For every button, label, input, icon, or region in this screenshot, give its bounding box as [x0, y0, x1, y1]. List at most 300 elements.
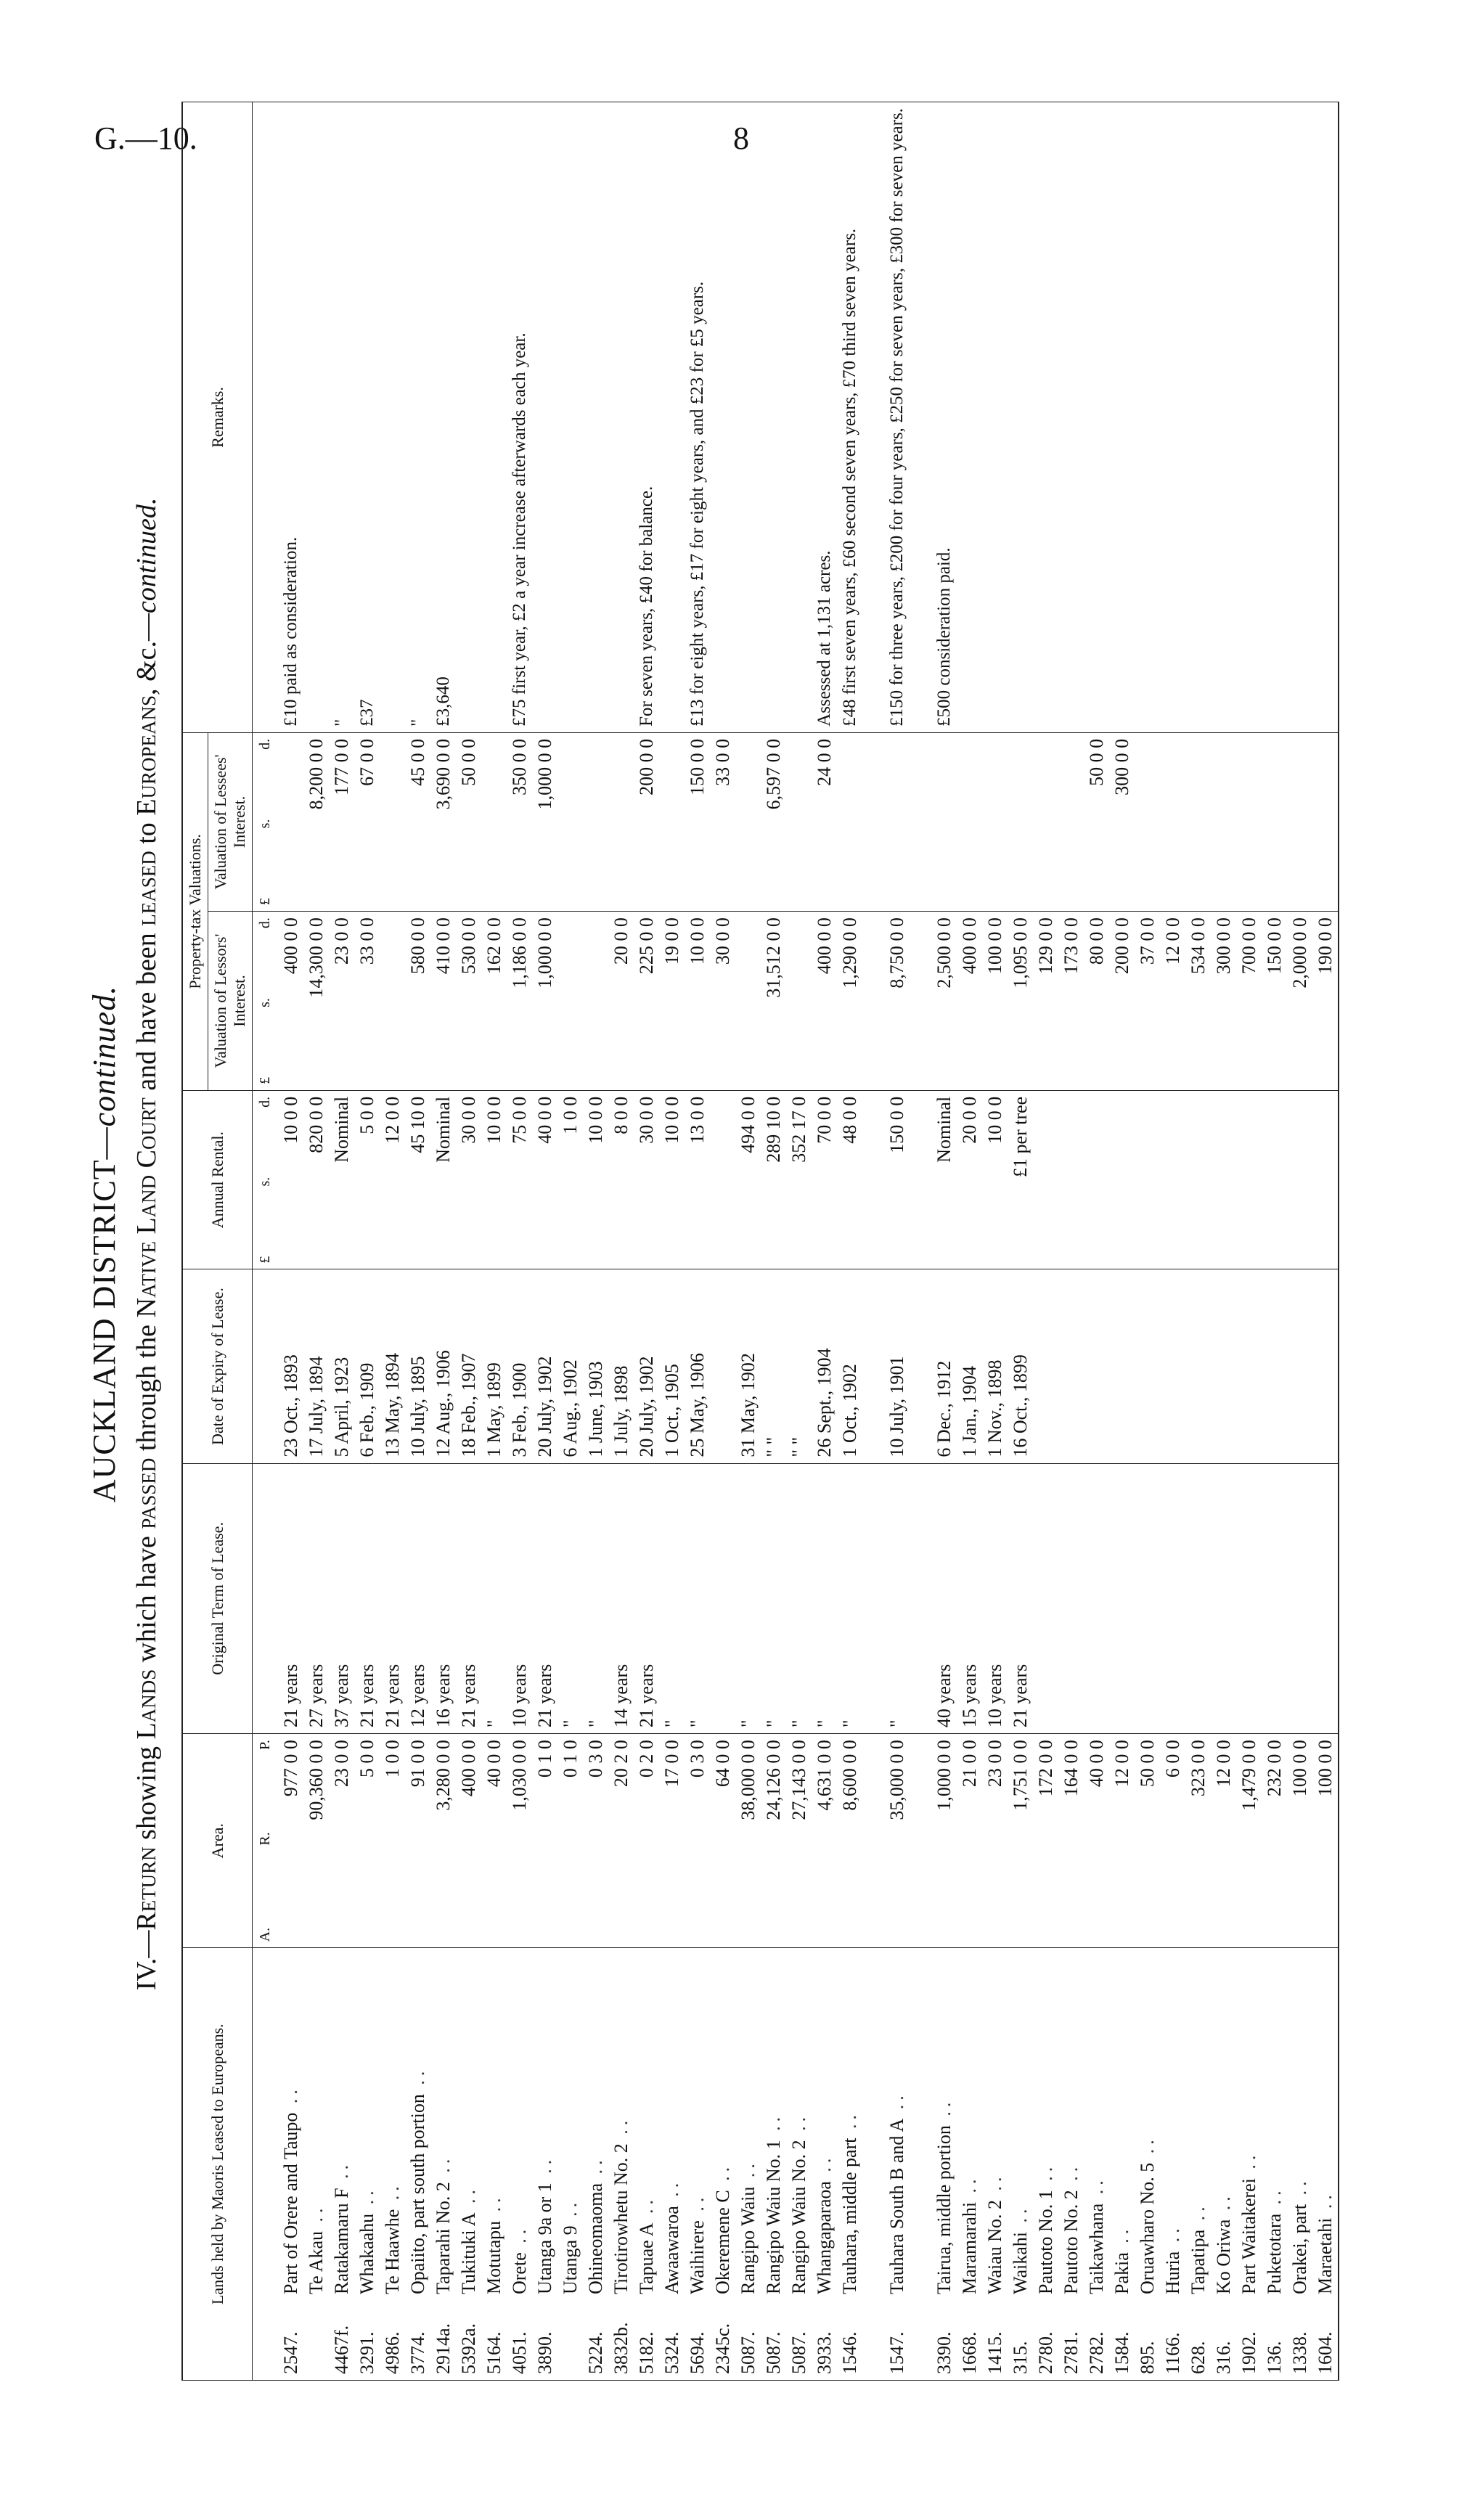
unit-pounds: £ — [257, 1256, 273, 1264]
land-cell — [1058, 1948, 1084, 2381]
land-cell — [583, 1948, 608, 2381]
lease-number: 1338. — [1289, 2331, 1310, 2374]
remarks-cell — [1135, 102, 1160, 733]
expiry-cell: 6 Feb., 1909 — [354, 1269, 380, 1463]
lessees-valuation-cell — [1312, 732, 1339, 911]
land-name: Pautoto No. 2 — [1061, 2190, 1082, 2294]
term-cell — [1033, 1463, 1058, 1733]
lessors-valuation-cell — [557, 912, 583, 1091]
land-name: Awaawaroa — [661, 2206, 682, 2294]
area-cell: 0 1 0 — [557, 1734, 583, 1948]
term-cell — [710, 1463, 735, 1733]
area-cell: 6 0 0 — [1160, 1734, 1185, 1948]
land-name: Tauhara South B and A — [886, 2118, 907, 2294]
remarks-cell: £48 first seven years, £60 second seven years, £70 third seven years. — [837, 102, 862, 733]
lease-number: 5087. — [763, 2331, 784, 2374]
expiry-cell — [1033, 1269, 1058, 1463]
lessors-valuation-cell: 400 0 0 — [812, 912, 837, 1091]
leader-dots: .. — [788, 2112, 809, 2140]
expiry-cell — [710, 1269, 735, 1463]
lessees-valuation-cell — [1160, 732, 1185, 911]
table-row — [1084, 102, 1109, 2381]
table-row — [1033, 102, 1058, 2381]
expiry-cell — [1211, 1269, 1236, 1463]
rental-cell: 12 0 0 — [380, 1090, 405, 1269]
remarks-cell — [735, 102, 761, 733]
leader-dots: .. — [1289, 2177, 1310, 2204]
rental-cell: £1 per tree — [1008, 1090, 1033, 1269]
leader-dots: .. — [959, 2175, 980, 2202]
leader-dots: .. — [458, 2185, 479, 2213]
land-name: Tirotirowhetu No. 2 — [610, 2143, 632, 2294]
term-cell: 21 years — [354, 1463, 380, 1733]
area-cell: 323 0 0 — [1185, 1734, 1211, 1948]
area-cell: 40 0 0 — [481, 1734, 507, 1948]
leader-dots: .. — [356, 2186, 377, 2214]
table-row — [957, 102, 982, 2381]
area-cell: 0 3 0 — [685, 1734, 710, 1948]
remarks-cell — [1262, 102, 1287, 733]
land-cell — [812, 1948, 837, 2381]
leader-dots: .. — [1035, 2162, 1056, 2190]
lease-number: 3933. — [814, 2331, 835, 2374]
area-cell: 12 0 0 — [1211, 1734, 1236, 1948]
area-cell: 23 0 0 — [329, 1734, 354, 1948]
expiry-cell: 10 July, 1895 — [405, 1269, 430, 1463]
expiry-cell: 16 Oct., 1899 — [1008, 1269, 1033, 1463]
term-cell: 37 years — [329, 1463, 354, 1733]
leader-dots: .. — [1086, 2176, 1107, 2204]
land-name: Opaiito, part south portion — [407, 2094, 428, 2294]
term-cell: " — [837, 1463, 862, 1733]
leader-dots: .. — [509, 2225, 530, 2253]
area-cell: 400 0 0 — [456, 1734, 481, 1948]
land-cell — [608, 1948, 634, 2381]
lessors-valuation-cell: 30 0 0 — [710, 912, 735, 1091]
lessors-valuation-cell: 80 0 0 — [1084, 912, 1109, 1091]
table-row — [329, 102, 354, 2381]
term-cell: 21 years — [278, 1463, 303, 1733]
rental-cell — [1312, 1090, 1339, 1269]
expiry-cell: 1 Oct., 1905 — [659, 1269, 685, 1463]
remarks-cell — [608, 102, 634, 733]
term-cell — [1135, 1463, 1160, 1733]
lease-number: 4986. — [382, 2331, 403, 2374]
unit-pence: d. — [257, 1096, 273, 1108]
leader-dots: .. — [1010, 2204, 1031, 2232]
remarks-cell — [1287, 102, 1312, 733]
land-name: Waikahi — [1010, 2232, 1031, 2294]
land-name: Te Haawhe — [382, 2209, 403, 2294]
leader-dots: .. — [1213, 2192, 1234, 2220]
lease-number: 3890. — [534, 2331, 555, 2374]
lessees-valuation-cell — [735, 732, 761, 911]
term-cell: 40 years — [931, 1463, 957, 1733]
land-cell — [1160, 1948, 1185, 2381]
rental-cell: 150 0 0 — [884, 1090, 910, 1269]
col-header-remarks: Remarks. — [182, 102, 253, 733]
leader-dots: .. — [306, 2204, 327, 2231]
lessees-valuation-cell: 50 0 0 — [456, 732, 481, 911]
area-cell: 40 0 0 — [1084, 1734, 1109, 1948]
remarks-cell — [761, 102, 786, 733]
term-cell — [1236, 1463, 1262, 1733]
land-name: Motutapu — [483, 2220, 504, 2294]
lessors-valuation-cell: 173 0 0 — [1058, 912, 1084, 1091]
expiry-cell: 6 Dec., 1912 — [931, 1269, 957, 1463]
lessors-valuation-cell — [583, 912, 608, 1091]
rental-cell — [1033, 1090, 1058, 1269]
table-row — [931, 102, 957, 2381]
table-row — [659, 102, 685, 2381]
area-cell: 23 0 0 — [982, 1734, 1008, 1948]
lessors-valuation-cell: 300 0 0 — [1211, 912, 1236, 1091]
area-cell: 164 0 0 — [1058, 1734, 1084, 1948]
land-cell — [430, 1948, 456, 2381]
unit-pounds: £ — [257, 1076, 273, 1084]
rental-cell: 289 10 0 — [761, 1090, 786, 1269]
remarks-cell — [380, 102, 405, 733]
lease-number: 3832b. — [610, 2322, 632, 2374]
expiry-cell: 3 Feb., 1900 — [507, 1269, 532, 1463]
land-cell — [278, 1948, 303, 2381]
area-cell: 5 0 0 — [354, 1734, 380, 1948]
rental-cell — [1160, 1090, 1185, 1269]
lease-number: 2782. — [1086, 2331, 1107, 2374]
lease-number: 1668. — [959, 2331, 980, 2374]
table-row — [1135, 102, 1160, 2381]
area-cell: 1,479 0 0 — [1236, 1734, 1262, 1948]
table-row — [735, 102, 761, 2381]
land-name: Puketotara — [1264, 2213, 1285, 2294]
col-header-lessees: Valuation of Lessees' Interest. — [208, 732, 253, 911]
leader-dots: .. — [585, 2156, 606, 2183]
expiry-cell: 1 June, 1903 — [583, 1269, 608, 1463]
term-cell — [1058, 1463, 1084, 1733]
remarks-cell — [303, 102, 329, 733]
leader-dots: .. — [483, 2193, 504, 2221]
land-cell — [456, 1948, 481, 2381]
lessors-valuation-cell: 20 0 0 — [608, 912, 634, 1091]
land-name: Orakei, part — [1289, 2204, 1310, 2294]
land-cell — [837, 1948, 862, 2381]
lessees-valuation-cell — [278, 732, 303, 911]
expiry-cell: 23 Oct., 1893 — [278, 1269, 303, 1463]
table-row — [303, 102, 329, 2381]
expiry-cell: 13 May, 1894 — [380, 1269, 405, 1463]
table-row — [1109, 102, 1135, 2381]
table-row — [884, 102, 910, 2381]
land-name: Tauhara, middle part — [839, 2138, 860, 2294]
lessees-valuation-cell — [931, 732, 957, 911]
lease-number: 2547. — [280, 2331, 301, 2374]
rental-cell: 30 0 0 — [634, 1090, 659, 1269]
land-cell — [1084, 1948, 1109, 2381]
lessors-valuation-cell: 1,290 0 0 — [837, 912, 862, 1091]
rental-cell: 5 0 0 — [354, 1090, 380, 1269]
expiry-cell: " " — [761, 1269, 786, 1463]
lessors-valuation-cell: 31,512 0 0 — [761, 912, 786, 1091]
land-name: Part of Orere and Taupo — [280, 2112, 301, 2294]
remarks-cell — [786, 102, 812, 733]
land-cell — [786, 1948, 812, 2381]
rental-cell: 820 0 0 — [303, 1090, 329, 1269]
unit-shillings: s. — [257, 998, 273, 1007]
land-cell — [1287, 1948, 1312, 2381]
land-cell — [507, 1948, 532, 2381]
lessees-valuation-cell: 150 0 0 — [685, 732, 710, 911]
rental-cell: 48 0 0 — [837, 1090, 862, 1269]
leader-dots: .. — [1188, 2202, 1209, 2230]
leader-dots: .. — [534, 2155, 555, 2183]
lessors-valuation-cell: 150 0 0 — [1262, 912, 1287, 1091]
rental-cell: 10 0 0 — [982, 1090, 1008, 1269]
area-cell: 3,280 0 0 — [430, 1734, 456, 1948]
area-cell: 1,000 0 0 — [931, 1734, 957, 1948]
land-name: Whangaparaoa — [814, 2181, 835, 2294]
expiry-cell: 17 July, 1894 — [303, 1269, 329, 1463]
lessors-valuation-cell: 580 0 0 — [405, 912, 430, 1091]
lessors-valuation-cell: 19 0 0 — [659, 912, 685, 1091]
lessors-valuation-cell: 700 0 0 — [1236, 912, 1262, 1091]
land-cell — [710, 1948, 735, 2381]
table-row — [481, 102, 507, 2381]
table-row — [1160, 102, 1185, 2381]
land-cell — [659, 1948, 685, 2381]
term-cell: 14 years — [608, 1463, 634, 1733]
group-spacer — [862, 102, 884, 2381]
term-cell: " — [884, 1463, 910, 1733]
lessors-valuation-cell — [786, 912, 812, 1091]
term-cell — [1084, 1463, 1109, 1733]
lessees-valuation-cell: 200 0 0 — [634, 732, 659, 911]
unit-shillings: s. — [257, 819, 273, 829]
land-cell — [1185, 1948, 1211, 2381]
table-row — [1287, 102, 1312, 2381]
lessors-valuation-cell: 8,750 0 0 — [884, 912, 910, 1091]
term-cell: " — [583, 1463, 608, 1733]
lessees-valuation-cell — [1185, 732, 1211, 911]
term-cell: " — [481, 1463, 507, 1733]
leader-dots: .. — [1111, 2225, 1132, 2253]
table-row — [532, 102, 557, 2381]
lessees-valuation-cell — [1236, 732, 1262, 911]
remarks-cell: Assessed at 1,131 acres. — [812, 102, 837, 733]
remarks-cell — [1109, 102, 1135, 733]
area-cell: 27,143 0 0 — [786, 1734, 812, 1948]
lessors-valuation-cell: 2,500 0 0 — [931, 912, 957, 1091]
unit-roods: R. — [257, 1832, 273, 1846]
expiry-cell — [1109, 1269, 1135, 1463]
land-name: Tapatipa — [1188, 2229, 1209, 2294]
lessees-valuation-cell — [583, 732, 608, 911]
lease-number: 5224. — [585, 2331, 606, 2374]
land-cell — [1211, 1948, 1236, 2381]
lessors-valuation-cell: 400 0 0 — [957, 912, 982, 1091]
lease-number: 4467f. — [331, 2325, 352, 2374]
land-name: Te Akau — [306, 2231, 327, 2294]
area-cell: 50 0 0 — [1135, 1734, 1160, 1948]
table-row — [557, 102, 583, 2381]
unit-pounds: £ — [257, 898, 273, 906]
lessees-valuation-cell: 50 0 0 — [1084, 732, 1109, 911]
land-cell — [685, 1948, 710, 2381]
lessors-valuation-cell: 1,095 0 0 — [1008, 912, 1033, 1091]
remarks-cell — [456, 102, 481, 733]
lessees-valuation-cell: 3,690 0 0 — [430, 732, 456, 911]
land-cell — [557, 1948, 583, 2381]
term-cell — [1262, 1463, 1287, 1733]
lease-number: 1546. — [839, 2331, 860, 2374]
lease-number: 5182. — [636, 2331, 657, 2374]
land-name: Pakia — [1111, 2252, 1132, 2294]
table-row — [710, 102, 735, 2381]
land-name: Orete — [509, 2252, 530, 2294]
lease-number: 1166. — [1162, 2332, 1183, 2374]
leader-dots: .. — [1162, 2224, 1183, 2251]
land-name: Tukituki A — [458, 2212, 479, 2294]
lessees-valuation-cell: 6,597 0 0 — [761, 732, 786, 911]
rental-cell — [1211, 1090, 1236, 1269]
lessors-valuation-cell: 10 0 0 — [685, 912, 710, 1091]
expiry-cell — [1312, 1269, 1339, 1463]
leader-dots: .. — [610, 2116, 632, 2144]
unit-pence: d. — [257, 738, 273, 750]
lessors-valuation-cell: 2,000 0 0 — [1287, 912, 1312, 1091]
expiry-cell: 5 April, 1923 — [329, 1269, 354, 1463]
lease-number: 5087. — [788, 2331, 809, 2374]
table-row — [685, 102, 710, 2381]
term-cell: 21 years — [380, 1463, 405, 1733]
rental-cell — [1185, 1090, 1211, 1269]
land-cell — [1109, 1948, 1135, 2381]
area-cell: 21 0 0 — [957, 1734, 982, 1948]
remarks-cell — [532, 102, 557, 733]
remarks-cell: £500 consideration paid. — [931, 102, 957, 733]
area-cell: 20 2 0 — [608, 1734, 634, 1948]
lessors-valuation-cell: 400 0 0 — [278, 912, 303, 1091]
leader-dots: .. — [839, 2111, 860, 2138]
term-cell: 21 years — [634, 1463, 659, 1733]
rental-cell: Nominal — [329, 1090, 354, 1269]
area-cell: 100 0 0 — [1312, 1734, 1339, 1948]
area-cell: 1,030 0 0 — [507, 1734, 532, 1948]
table-row — [507, 102, 532, 2381]
leader-dots: .. — [763, 2112, 784, 2140]
leader-dots: .. — [886, 2091, 907, 2119]
rental-cell — [1236, 1090, 1262, 1269]
lessors-valuation-cell: 534 0 0 — [1185, 912, 1211, 1091]
table-row — [405, 102, 430, 2381]
land-cell — [405, 1948, 430, 2381]
land-cell — [931, 1948, 957, 2381]
leader-dots: .. — [712, 2162, 733, 2190]
remarks-cell: For seven years, £40 for balance. — [634, 102, 659, 733]
term-cell — [1109, 1463, 1135, 1733]
land-name: Ohineomaoma — [585, 2182, 606, 2294]
lease-number: 5694. — [687, 2331, 708, 2374]
term-cell: " — [735, 1463, 761, 1733]
expiry-cell: 26 Sept., 1904 — [812, 1269, 837, 1463]
expiry-cell: 18 Feb., 1907 — [456, 1269, 481, 1463]
unit-shillings: s. — [257, 1177, 273, 1187]
table-row — [1236, 102, 1262, 2381]
rental-cell: Nominal — [430, 1090, 456, 1269]
rental-cell: 10 0 0 — [278, 1090, 303, 1269]
area-cell: 90,360 0 0 — [303, 1734, 329, 1948]
lessees-valuation-cell — [557, 732, 583, 911]
land-name: Waihirere — [687, 2220, 708, 2294]
table-row — [456, 102, 481, 2381]
col-header-rental: Annual Rental. — [182, 1090, 253, 1269]
remarks-cell — [557, 102, 583, 733]
lessees-valuation-cell — [608, 732, 634, 911]
expiry-cell: 1 July, 1898 — [608, 1269, 634, 1463]
term-cell: 27 years — [303, 1463, 329, 1733]
expiry-cell: 25 May, 1906 — [685, 1269, 710, 1463]
remarks-cell — [1160, 102, 1185, 733]
expiry-cell — [1058, 1269, 1084, 1463]
lease-number: 2345c. — [712, 2323, 733, 2374]
land-cell — [884, 1948, 910, 2381]
term-cell — [1185, 1463, 1211, 1733]
remarks-cell: " — [329, 102, 354, 733]
lessees-valuation-cell — [786, 732, 812, 911]
expiry-cell — [1236, 1269, 1262, 1463]
term-cell: " — [786, 1463, 812, 1733]
expiry-cell: 10 July, 1901 — [884, 1269, 910, 1463]
rental-cell: 8 0 0 — [608, 1090, 634, 1269]
table-row — [1058, 102, 1084, 2381]
remarks-cell: £3,640 — [430, 102, 456, 733]
leader-dots: .. — [382, 2182, 403, 2209]
term-cell: 21 years — [1008, 1463, 1033, 1733]
lessees-valuation-cell — [837, 732, 862, 911]
expiry-cell — [1287, 1269, 1312, 1463]
term-cell — [1160, 1463, 1185, 1733]
group-spacer — [910, 102, 931, 2381]
leader-dots: .. — [738, 2159, 759, 2187]
lease-number: 3390. — [933, 2331, 955, 2374]
remarks-cell — [1084, 102, 1109, 733]
rental-cell — [1287, 1090, 1312, 1269]
lease-number: 5392a. — [458, 2323, 479, 2374]
remarks-cell — [1008, 102, 1033, 733]
term-cell: " — [557, 1463, 583, 1733]
lessors-valuation-cell — [380, 912, 405, 1091]
lessees-valuation-cell: 1,000 0 0 — [532, 732, 557, 911]
leader-dots: .. — [1264, 2186, 1285, 2214]
term-cell — [1287, 1463, 1312, 1733]
leader-dots: .. — [1238, 2151, 1259, 2179]
lessees-valuation-cell: 177 0 0 — [329, 732, 354, 911]
term-cell — [1312, 1463, 1339, 1733]
lease-number: 2780. — [1035, 2331, 1056, 2374]
lease-number: 5324. — [661, 2331, 682, 2374]
remarks-cell: £13 for eight years, £17 for eight years, and £23 for £5 years. — [685, 102, 710, 733]
land-cell — [982, 1948, 1008, 2381]
area-cell: 172 0 0 — [1033, 1734, 1058, 1948]
lease-number: 136. — [1264, 2341, 1285, 2374]
lessors-valuation-cell: 100 0 0 — [982, 912, 1008, 1091]
lease-number: 1902. — [1238, 2331, 1259, 2374]
expiry-cell: 6 Aug., 1902 — [557, 1269, 583, 1463]
land-name: Maraetahi — [1315, 2217, 1336, 2294]
land-name: Okeremene C — [712, 2190, 733, 2294]
lessors-valuation-cell: 200 0 0 — [1109, 912, 1135, 1091]
land-name: Utanga 9 — [560, 2225, 581, 2294]
lessees-valuation-cell: 300 0 0 — [1109, 732, 1135, 911]
